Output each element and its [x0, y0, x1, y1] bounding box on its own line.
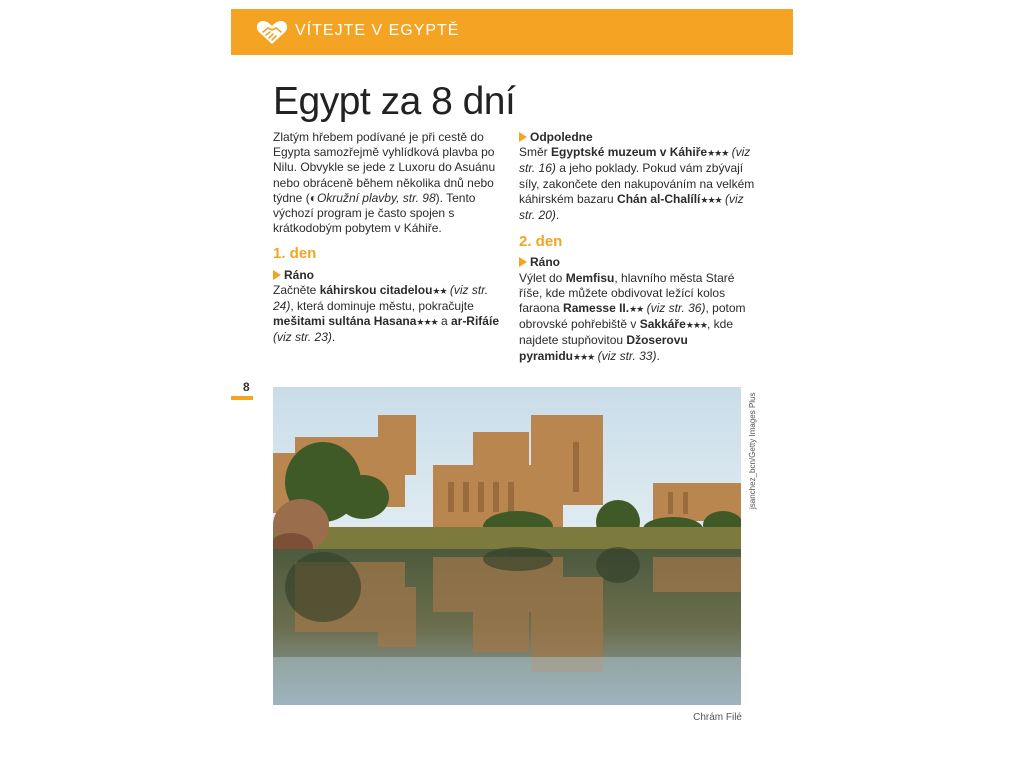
intro-reference: Okružní plavby, str. 98: [316, 190, 436, 205]
day-1-afternoon-text: Směr Egyptské muzeum v Káhiře★★★ (viz str. 16) a jeho poklady. Pokud vám zbývají síly, zakončete den nakupováním na velkém káhirském bazaru Chán al-Chalílí★★★ (viz str. 20).: [519, 145, 755, 223]
triangle-bullet-icon: [273, 270, 281, 280]
triangle-bullet-icon: [519, 132, 527, 142]
intro-paragraph: Zlatým hřebem podívané je při cestě do Egypta samozřejmě vyhlídková plavba po Nilu. Obvykle se jede z Luxoru do Asuánu nebo obráceně během několika dnů nebo týdne (◐Okružní plavby, str. 98). Tento výchozí program je často spojen s krátkodobým pobytem v Káhiře.: [273, 130, 496, 236]
temple-photo: [273, 387, 741, 705]
day-1-afternoon-label: Odpoledne: [519, 130, 759, 145]
section-banner-text: VÍTEJTE V EGYPTĚ: [295, 22, 460, 39]
day-2-morning-label: Ráno: [519, 255, 759, 270]
right-column: [519, 130, 759, 365]
day-1-morning-text: Začněte káhirskou citadelou★★ (viz str. 24), která dominuje městu, pokračujte mešitami sultána Hasana★★★ a ar-Rifáíe (viz str. 23).: [273, 282, 499, 345]
page-number-bar: [231, 396, 253, 400]
day-2-heading: 2. den: [519, 233, 563, 251]
see-also-icon: ◐: [309, 190, 317, 205]
photo-credit: jsanchez_bcn/Getty Images Plus: [748, 392, 757, 509]
day-1-heading: 1. den: [273, 245, 317, 263]
photo-caption: Chrám Filé: [693, 712, 742, 723]
left-column: [273, 130, 505, 346]
section-banner: [231, 9, 793, 55]
handshake-heart-icon: [256, 19, 288, 45]
page-title: Egypt za 8 dní: [273, 80, 516, 123]
day-1-morning-label: Ráno: [273, 268, 505, 283]
page-number: 8: [243, 380, 250, 394]
day-2-morning-text: Výlet do Memfisu, hlavního města Staré říše, kde můžete obdivovat ležící kolos faraona Ramesse II.★★ (viz str. 36), potom obrovské pohřebiště v Sakkáře★★★, kde najdete stupňovitou Džoserovu pyramidu★★★ (viz str. 33).: [519, 270, 746, 363]
triangle-bullet-icon: [519, 257, 527, 267]
